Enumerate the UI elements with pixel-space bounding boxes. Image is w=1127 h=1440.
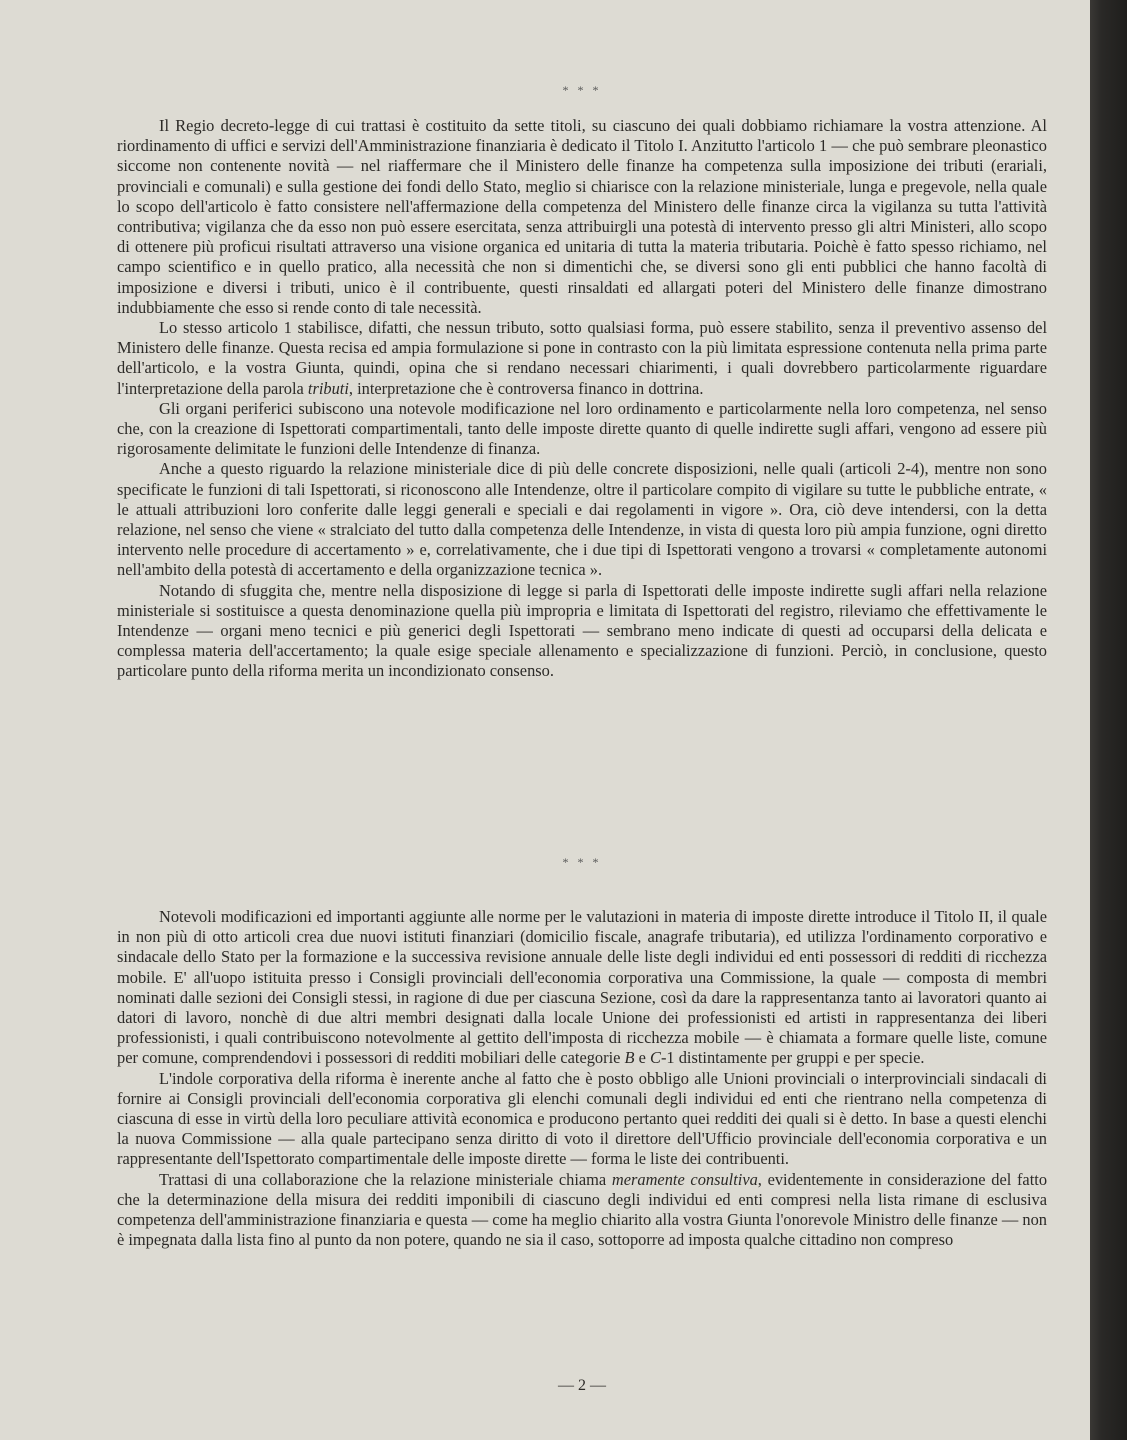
- paragraph: Lo stesso articolo 1 stabilisce, difatti, che nessun tributo, sotto qualsiasi forma, può essere stabilito, senza il preventivo assenso del Ministero delle finanze. Questa recisa ed ampia formulazione si pone in contrasto con la più limitata espressione contenuta nella prima parte dell'articolo, e la vostra Giunta, quindi, opina che si rendano necessari chiarimenti, i quali dovrebbero particolarmente riguardare l'interpretazione della parola tributi, interpretazione che è controversa financo in dottrina.: [117, 318, 1047, 398]
- paragraph: Notevoli modificazioni ed importanti aggiunte alle norme per le valutazioni in materia di imposte dirette introduce il Titolo II, il quale in non più di otto articoli crea due nuovi istituti finanziari (domicilio fiscale, anagrafe tributaria), ed utilizza l'ordinamento corporativo e sindacale dello Stato per la formazione e la successiva revisione annuale delle liste degli individui ed enti possessori di redditi di ricchezza mobile. E' all'uopo istituita presso i Consigli provinciali dell'economia corporativa una Commissione, la quale — composta di membri nominati dalle sezioni dei Consigli stessi, in ragione di due per ciascuna Sezione, così da dare la rappresentanza tanto ai lavoratori quanto ai datori di lavoro, nonchè di due altri membri designati dalla locale Unione dei professionisti ed artisti in rappresentanza dei liberi professionisti, i quali contribuiscono notevolmente al gettito dell'imposta di ricchezza mobile — è chiamata a formare quelle liste, comune per comune, comprendendovi i possessori di redditi mobiliari delle categorie B e C-1 distintamente per gruppi e per specie.: [117, 907, 1047, 1068]
- section-separator: * * *: [562, 855, 602, 869]
- italic-term: tributi: [307, 378, 349, 398]
- page-number: — 2 —: [558, 1377, 606, 1394]
- section-separator: * * *: [562, 83, 602, 97]
- italic-term: meramente consultiva: [611, 1169, 758, 1189]
- paragraph: Il Regio decreto-legge di cui trattasi è costituito da sette titoli, su ciascuno dei quali dobbiamo richiamare la vostra attenzione. Al riordinamento di uffici e servizi dell'Amministrazione finanziaria è dedicato il Titolo I. Anzitutto l'articolo 1 — che può sembrare pleonastico siccome non contenente novità — nel riaffermare che il Ministero delle finanze ha competenza sulla imposizione dei tributi (erariali, provinciali e comunali) e sulla gestione dei fondi dello Stato, meglio si chiarisce con la relazione ministeriale, lunga e pregevole, nella quale lo scopo dell'articolo è fatto consistere nell'affermazione della competenza del Ministero delle finanze circa la vigilanza su tutta l'attività contributiva; vigilanza che da esso non può essere esercitata, senza attribuirgli una potestà di intervento presso gli altri Ministeri, allo scopo di ottenere più proficui risultati attraverso una visione organica ed unitaria di tutta la materia tributaria. Poichè è fatto spesso richiamo, nel campo scientifico e in quello pratico, alla necessità che non si dimentichi che, se diversi sono gli enti pubblici che hanno facoltà di imposizione e diversi i tributi, unico è il contribuente, questi rinsaldati ed allargati poteri del Ministero delle finanze dimostrano indubbiamente che esso si rende conto di tale necessità.: [117, 116, 1047, 317]
- scan-edge: [1090, 0, 1127, 1440]
- paragraph: Anche a questo riguardo la relazione ministeriale dice di più delle concrete disposizioni, nelle quali (articoli 2-4), mentre non sono specificate le funzioni di tali Ispettorati, si riconoscono alle Intendenze, oltre il particolare compito di vigilare su tutte le pubbliche entrate, « le attuali attribuzioni loro conferite dalle leggi generali e speciali e dai regolamenti in vigore ». Ora, ciò deve intendersi, con la detta relazione, nel senso che viene « stralciato del tutto dalla competenza delle Intendenze, in vista di questa loro più ampia funzione, ogni diretto intervento nelle procedure di accertamento » e, correlativamente, che i due tipi di Ispettorati vengono a trovarsi « completamente autonomi nell'ambito della potestà di accertamento e della organizzazione tecnica ».: [117, 459, 1047, 580]
- section-titolo-1: [117, 116, 1047, 682]
- paragraph: L'indole corporativa della riforma è inerente anche al fatto che è posto obbligo alle Unioni provinciali o interprovinciali sindacali di fornire ai Consigli provinciali dell'economia corporativa gli elenchi comunali degli individui ed enti che rientrano nella competenza di ciascuna di esse in virtù della loro peculiare attività economica e producono pertanto quei redditi dei quali si è detto. In base a questi elenchi la nuova Commissione — alla quale partecipano senza diritto di voto il direttore dell'Ufficio provinciale dell'economia corporativa e un rappresentante dell'Ispettorato compartimentale delle imposte dirette — forma le liste dei contribuenti.: [117, 1068, 1047, 1169]
- paragraph: Trattasi di una collaborazione che la relazione ministeriale chiama meramente consultiva, evidentemente in considerazione del fatto che la determinazione della misura dei redditi imponibili di ciascuno degli individui ed enti compresi nella lista rimane di esclusiva competenza dell'amministrazione finanziaria e questa — come ha meglio chiarito alla vostra Giunta l'onorevole Ministro delle finanze — non è impegnata dalla lista fino al punto da non potere, quando ne sia il caso, sottoporre ad imposta qualche cittadino non compreso: [117, 1169, 1048, 1250]
- paragraph: Notando di sfuggita che, mentre nella disposizione di legge si parla di Ispettorati delle imposte indirette sugli affari nella relazione ministeriale si sostituisce a questa denominazione quella più impropria e limitata di Ispettorati del registro, rileviamo che effettivamente le Intendenze — organi meno tecnici e più generici degli Ispettorati — sembrano meno indicate di questi ad occuparsi della delicata e complessa materia dell'accertamento; la quale esige speciale allenamento e specializzazione di funzioni. Perciò, in conclusione, questo particolare punto della riforma merita un incondizionato consenso.: [117, 580, 1047, 681]
- section-titolo-2: [117, 907, 1047, 1250]
- paragraph: Gli organi periferici subiscono una notevole modificazione nel loro ordinamento e particolarmente nella loro competenza, nel senso che, con la creazione di Ispettorati compartimentali, tanto delle imposte dirette quanto di quelle indirette sugli affari, vengono ad essere più rigorosamente delimitate le funzioni delle Intendenze di finanza.: [117, 398, 1047, 459]
